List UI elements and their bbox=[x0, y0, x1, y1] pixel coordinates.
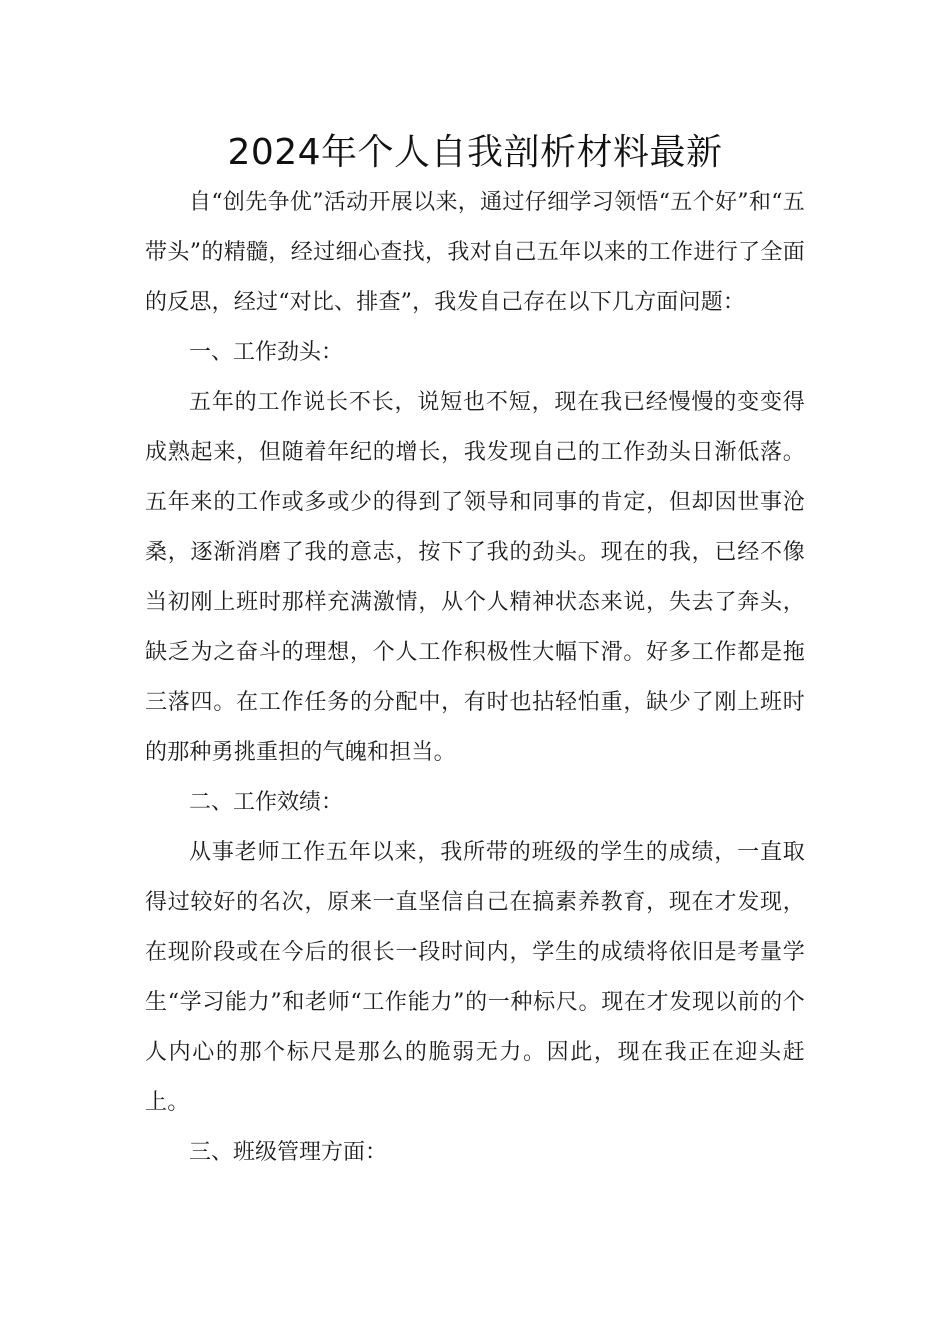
section-heading-work-drive: 一、工作劲头： bbox=[189, 340, 344, 365]
intro-paragraph: 自“创先争优”活动开展以来，通过仔细学习领悟“五个好”和“五带头”的精髓，经过细心查找，我对自己五年以来的工作进行了全面的反思，经过“对比、排查”，我发自己存在以下几方面问题： bbox=[145, 190, 805, 315]
work-performance-paragraph: 从事老师工作五年以来，我所带的班级的学生的成绩，一直取得过较好的名次，原来一直坚信自己在搞素养教育，现在才发现，在现阶段或在今后的很长一段时间内，学生的成绩将依旧是考量学生“学习能力”和老师“工作能力”的一种标尺。现在才发现以前的个人内心的那个标尺是那么的脆弱无力。因此，现在我正在迎头赶上。 bbox=[145, 840, 805, 1115]
section-heading-work-performance: 二、工作效绩： bbox=[189, 790, 344, 815]
document-body bbox=[145, 178, 805, 1178]
work-drive-paragraph: 五年的工作说长不长，说短也不短，现在我已经慢慢的变变得成熟起来，但随着年纪的增长，我发现自己的工作劲头日渐低落。五年来的工作或多或少的得到了领导和同事的肯定，但却因世事沧桑，逐渐消磨了我的意志，按下了我的劲头。现在的我，已经不像当初刚上班时那样充满激情，从个人精神状态来说，失去了奔头，缺乏为之奋斗的理想，个人工作积极性大幅下滑。好多工作都是拖三落四。在工作任务的分配中，有时也拈轻怕重，缺少了刚上班时的那种勇挑重担的气魄和担当。 bbox=[145, 390, 805, 765]
section-heading-class-management: 三、班级管理方面： bbox=[189, 1140, 388, 1165]
document-title: 2024年个人自我剖析材料最新 bbox=[227, 132, 723, 173]
